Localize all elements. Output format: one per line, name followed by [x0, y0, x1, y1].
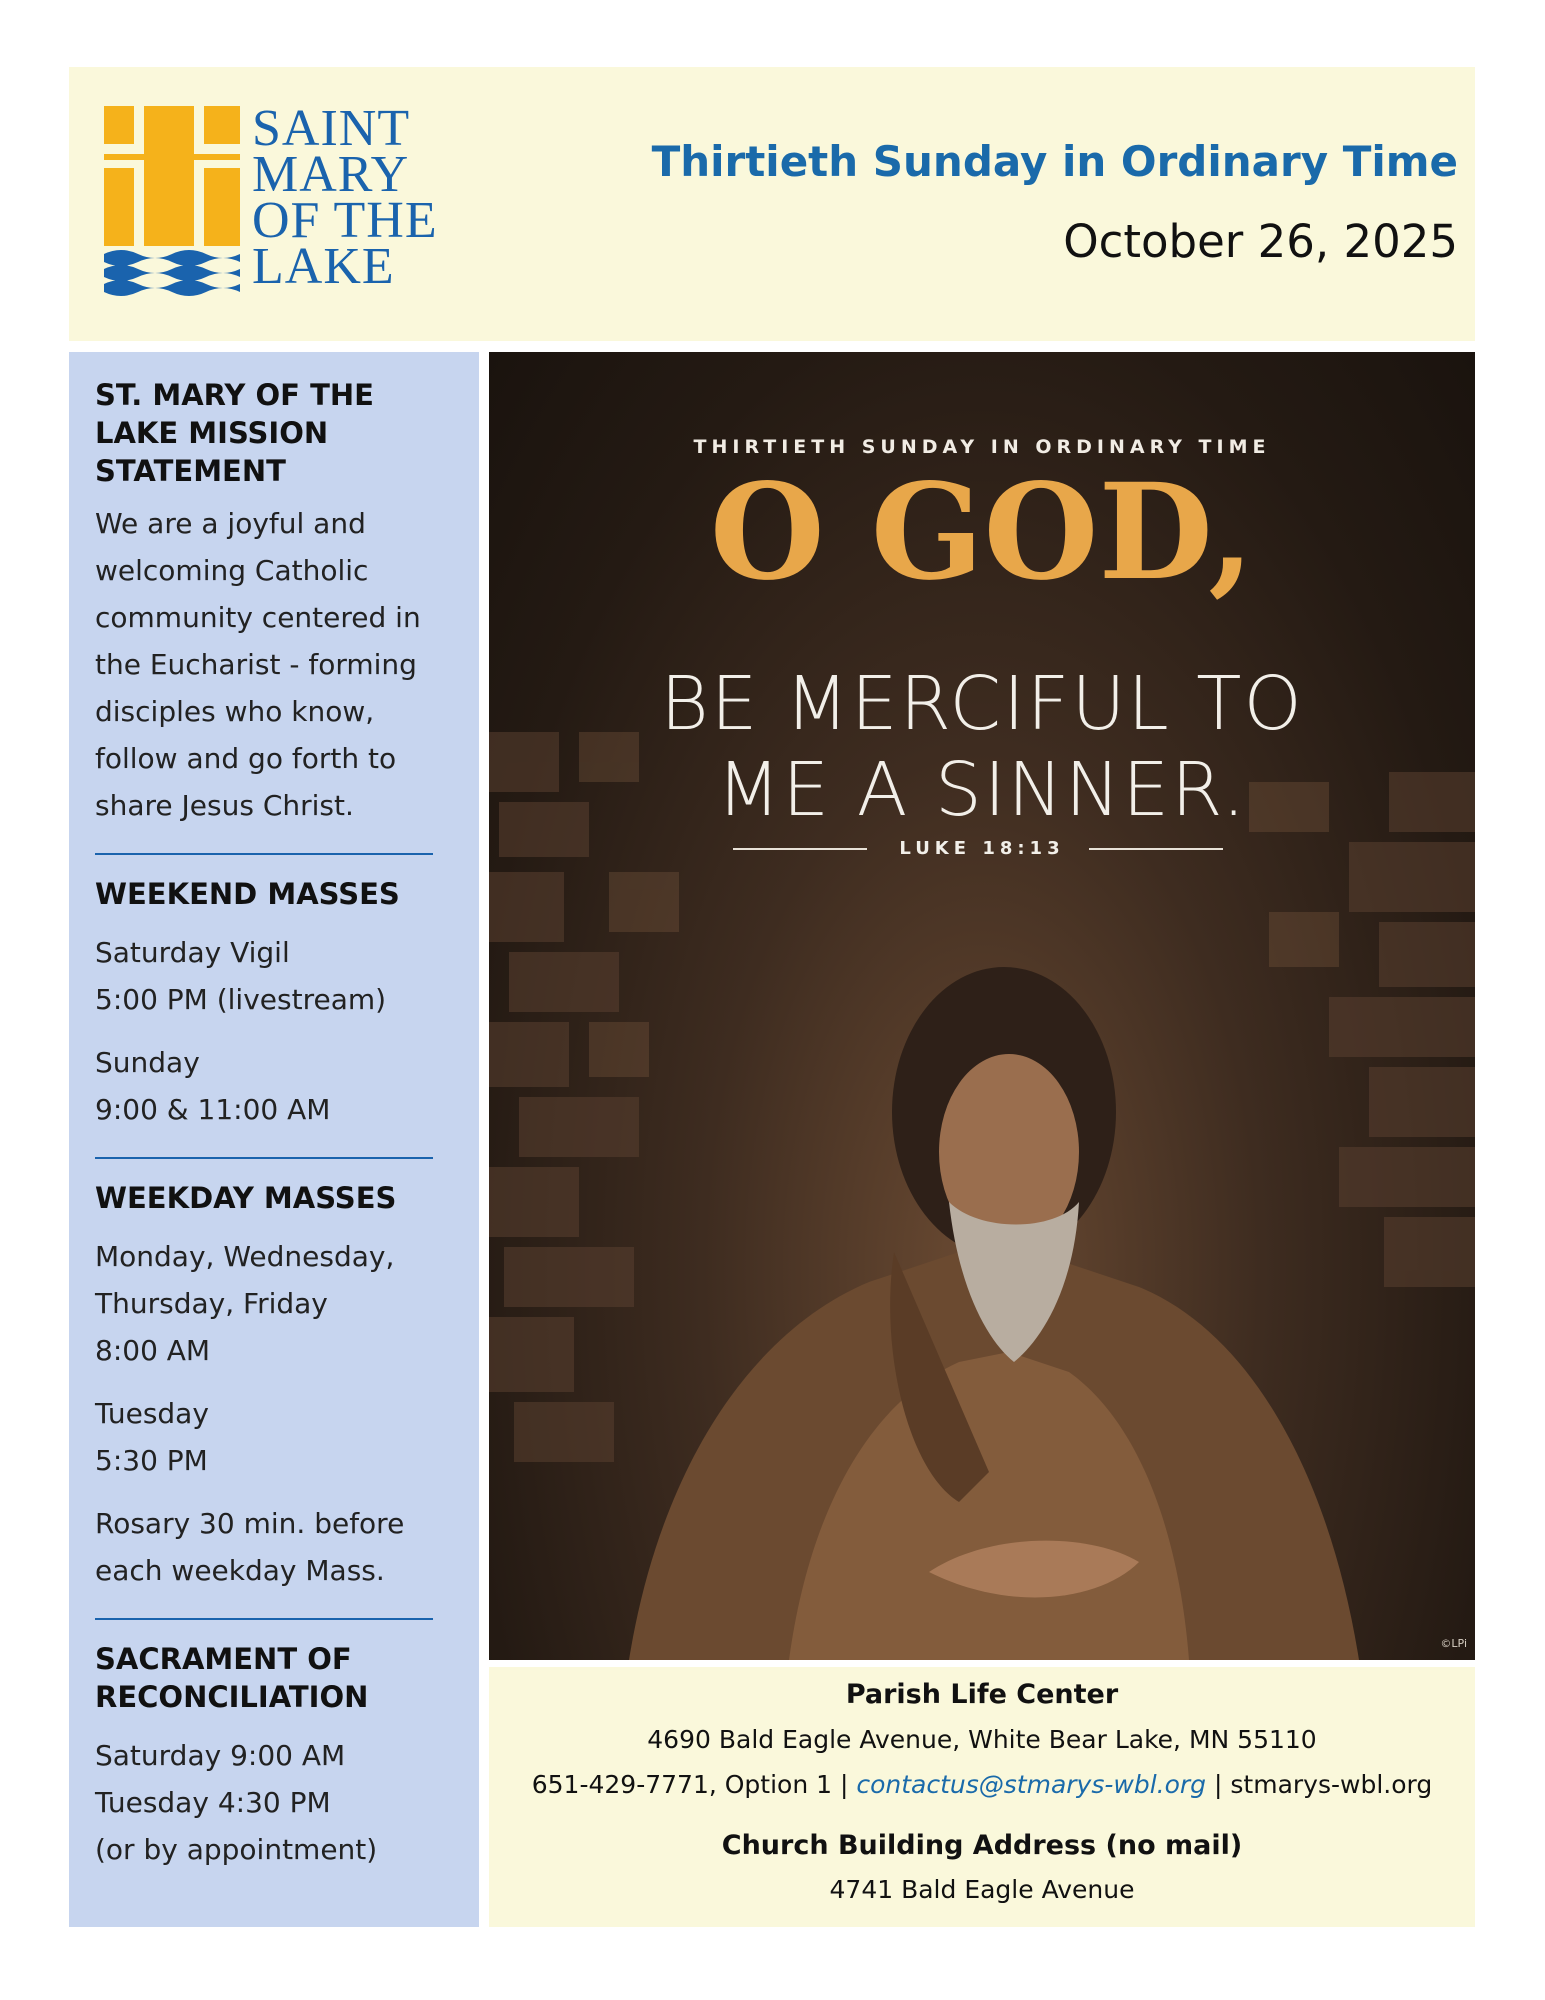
contact-line [489, 1770, 1475, 1799]
logo-line: LAKE [252, 238, 395, 295]
scripture-poster [489, 352, 1475, 1660]
mass-time: 9:00 & 11:00 AM [95, 1093, 331, 1126]
mission-text: We are a joyful and welcoming Catholic community centered in the Eucharist - forming disciples who know, follow and go forth to share Jesus Christ. [95, 507, 421, 822]
bulletin-title: Thirtieth Sunday in Ordinary Time [651, 137, 1458, 186]
sidebar [69, 352, 479, 1927]
separator: | [832, 1770, 857, 1799]
rosary-note: Rosary 30 min. before each weekday Mass. [95, 1507, 405, 1587]
weekend-masses-heading: WEEKEND MASSES [95, 877, 400, 911]
poster-verse-line: ME A SINNER. [716, 747, 1248, 833]
logo-line: SAINT [252, 100, 411, 157]
reconciliation-note: (or by appointment) [95, 1833, 378, 1866]
phone-number: 651-429-7771, Option 1 [531, 1770, 833, 1799]
copyright-mark: ©LPi [1440, 1637, 1467, 1650]
email-link[interactable]: contactus@stmarys-wbl.org [856, 1770, 1207, 1799]
logo-line: OF THE [252, 192, 438, 249]
poster-headline: O GOD, [709, 455, 1255, 610]
mission-heading: ST. MARY OF THE LAKE MISSION STATEMENT [95, 378, 374, 488]
poster-kicker: THIRTIETH SUNDAY IN ORDINARY TIME [693, 436, 1271, 458]
mass-day: Tuesday [95, 1397, 209, 1430]
reconciliation-time: Saturday 9:00 AM [95, 1739, 346, 1772]
mass-time: 5:30 PM [95, 1444, 208, 1477]
bulletin-date: October 26, 2025 [1063, 215, 1458, 268]
parish-center-title: Parish Life Center [845, 1679, 1119, 1710]
logo-wordmark [252, 100, 438, 295]
mass-time: 8:00 AM [95, 1334, 211, 1367]
separator: | [1206, 1770, 1231, 1799]
reconciliation-heading: SACRAMENT OF RECONCILIATION [95, 1642, 369, 1714]
mass-day: Sunday [95, 1046, 200, 1079]
church-address: 4741 Bald Eagle Avenue [829, 1875, 1135, 1904]
divider [95, 1618, 433, 1620]
parish-center-address: 4690 Bald Eagle Avenue, White Bear Lake, MN 55110 [647, 1725, 1317, 1754]
mass-day: Monday, Wednesday, Thursday, Friday [95, 1240, 395, 1320]
parish-logo [104, 100, 438, 296]
mass-time: 5:00 PM (livestream) [95, 983, 387, 1016]
poster-verse-line: BE MERCIFUL TO [660, 661, 1304, 747]
divider [95, 1157, 433, 1159]
church-address-title: Church Building Address (no mail) [721, 1830, 1243, 1861]
website-text: stmarys-wbl.org [1230, 1770, 1433, 1799]
contact-info [489, 1667, 1475, 1927]
logo-line: MARY [252, 146, 410, 203]
reconciliation-time: Tuesday 4:30 PM [95, 1786, 331, 1819]
header-band [69, 67, 1475, 341]
cross-waves-icon [104, 106, 244, 296]
mass-day: Saturday Vigil [95, 936, 290, 969]
weekday-masses-heading: WEEKDAY MASSES [95, 1181, 397, 1215]
divider [95, 853, 433, 855]
scripture-reference: LUKE 18:13 [899, 838, 1065, 859]
